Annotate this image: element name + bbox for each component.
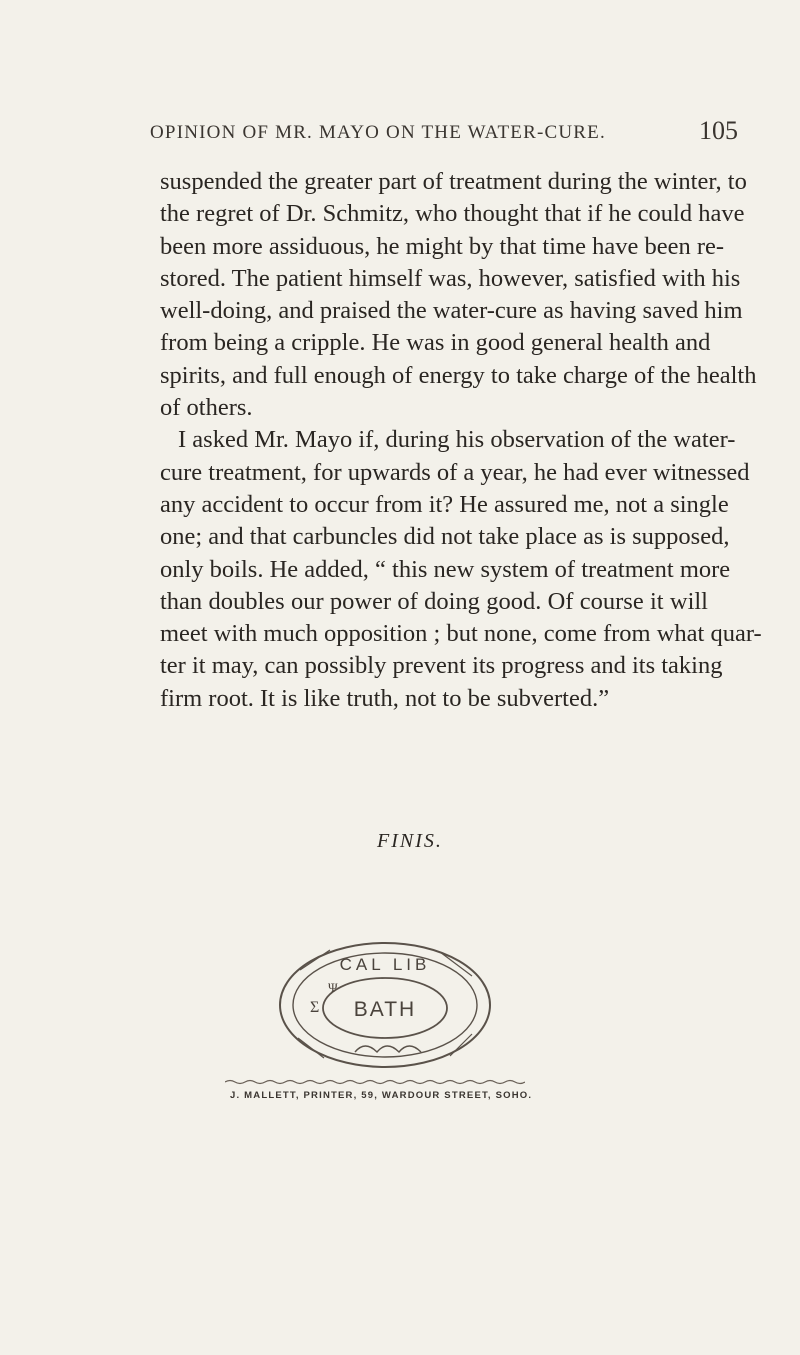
text-line: only boils. He added, “ this new system of treatment more <box>160 555 731 583</box>
printer-imprint: J. MALLETT, PRINTER, 59, WARDOUR STREET, SOHO. <box>230 1090 533 1101</box>
text-line: cure treatment, for upwards of a year, he had ever witnessed <box>160 458 750 486</box>
text-line: spirits, and full enough of energy to take charge of the health <box>160 361 757 389</box>
library-stamp <box>260 930 510 1080</box>
text-line: the regret of Dr. Schmitz, who thought that if he could have <box>160 200 745 228</box>
text-line: been more assiduous, he might by that time have been re- <box>160 232 725 260</box>
finis-label: FINIS. <box>377 830 443 852</box>
text-line: well-doing, and praised the water-cure as having saved him <box>160 297 743 325</box>
text-line: I asked Mr. Mayo if, during his observation of the water- <box>178 426 736 454</box>
text-line: ter it may, can possibly prevent its progress and its taking <box>160 652 723 680</box>
text-line: any accident to occur from it? He assured me, not a single <box>160 490 729 518</box>
text-line: suspended the greater part of treatment during the winter, to <box>160 168 747 195</box>
text-line: one; and that carbuncles did not take place as is supposed, <box>160 523 730 551</box>
svg-text:Σ: Σ <box>310 999 320 1016</box>
stamp-center-text: BATH <box>353 998 417 1021</box>
text-line: of others. <box>160 394 253 422</box>
ornamental-rule <box>225 1078 525 1086</box>
library-stamp-graphic <box>260 930 510 1080</box>
body-text <box>160 166 762 715</box>
running-title: OPINION OF MR. MAYO ON THE WATER-CURE. <box>150 122 606 143</box>
text-line: firm root. It is like truth, not to be subverted.” <box>160 684 610 712</box>
svg-text:Ψ: Ψ <box>328 980 338 995</box>
text-line: stored. The patient himself was, however, satisfied with his <box>160 264 741 292</box>
stamp-top-text: CAL LIB <box>339 955 431 974</box>
text-line: from being a cripple. He was in good general health and <box>160 329 711 357</box>
text-line: than doubles our power of doing good. Of course it will <box>160 587 708 615</box>
page-number: 105 <box>699 116 738 145</box>
text-line: meet with much opposition ; but none, come from what quar- <box>160 620 762 648</box>
